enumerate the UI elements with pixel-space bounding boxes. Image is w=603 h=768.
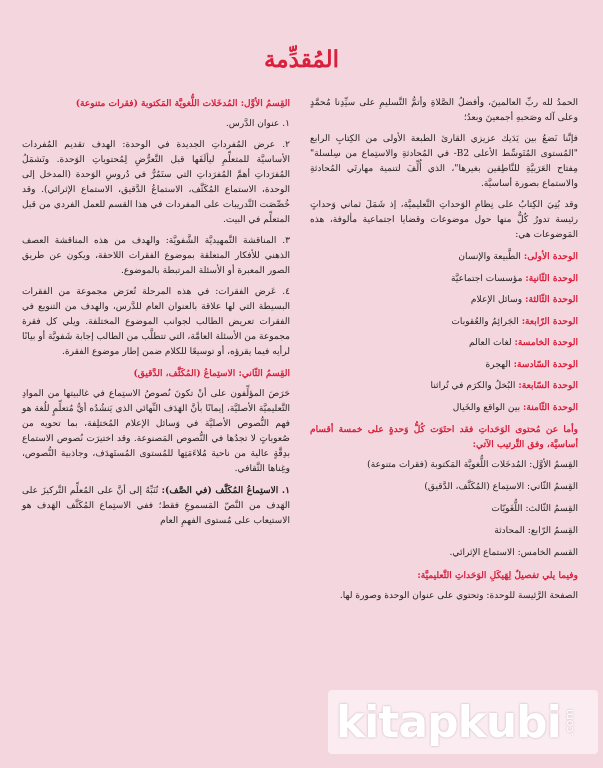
- unit-label: الوحدة الخامسة:: [514, 337, 578, 348]
- list-item: [310, 249, 578, 265]
- unit-label: الوحدة الرّابعة:: [521, 315, 578, 327]
- watermark-text: kitapkubi: [336, 696, 561, 748]
- unit-text: بين الواقع والخَيال: [452, 402, 521, 413]
- page-title: المُقدِّمة: [263, 46, 340, 73]
- list-item: القسم الخامس: الاستماع الإثرائي.: [449, 547, 578, 558]
- unit-label: الوحدة السّادسة:: [513, 358, 578, 370]
- unit-label: الوحدة الثّالثة:: [525, 294, 578, 305]
- unit-text: مؤسسات اجتماعيَّة: [450, 273, 523, 284]
- intro-paragraph-3: وقد بُنِيَ الكِتابُ على نِظامِ الوَحداتِ التَّعليميَّة، إذ شَمَلَ ثماني وَحداتٍ رئيسة تدورُ كُلٌّ منها حول موضوعات وقضايا اجتماعية مألوفة، هذه المَوضوعات هي:: [310, 200, 578, 240]
- structure-text: الصفحة الرَّئيسة للوحدة: وتحتوي على عنوان الوحدة وصورة لها.: [339, 590, 578, 601]
- unit-label: الوحدة الأولى:: [523, 251, 578, 262]
- unit-label: الوحدة الثّانية:: [525, 272, 578, 284]
- unit-text: الطَّبيعة والإنسان: [458, 252, 521, 262]
- numbered-item: ٣. المناقشة التَّمهيديَّة الشَّفويَّة: والهدف من هذه المناقشة العصف الذهني للأفكار المتعلقة بموضوع الفقرات اللاحقة، ويكون عن طريق الصور المعبرة أو الأسئلة المرتبطة بالموضوع.: [22, 236, 290, 276]
- units-list: [310, 249, 578, 416]
- listening-paragraph: حَرَصَ المؤلِّفون على أنْ تكونَ نُصوصُ الاستِماع في غالبيتها من الموادِ التَّعليميَّة الأصليَّة، إيمانًا بأنَّ الهَدَف النِّهائي الذي يَنشُدُه أيُّ مُتعلِّمٍ للُغة هو فهم النُّصوص الأصليَّة في وَسائل الإعلام المُختلِفة، بما تحويه من صُعوباتٍ لا تجدُها في النُّصوص المَصنوعة. وقد اختيرَت نُصوص الاستماع بدِقَّةٍ عالية من ناحية مُلاءَمَتِها للمُستوى المُستَهدَف، وجاذبية النُّصوص، وغِناها الثَّقافي.: [22, 389, 290, 474]
- intro-paragraph-1: الحمدُ لله ربِّ العالمينَ، وأفضلُ الصَّلاةِ وأتمُّ التَّسليمِ على سيِّدِنا مُحمَّدٍ وعلى آله وصَحبهِ أجمعينَ وبعدُ؛: [310, 98, 578, 123]
- section-1-heading: القِسمُ الأوَّل: المُدخَلات اللُّغويَّة المَكتوبة (فقرات متنوعة): [75, 98, 290, 109]
- list-item: [310, 271, 578, 287]
- list-item: [310, 378, 578, 394]
- content-heading: وأما عن مُحتوى الوَحَداتِ فقد احتَوَت كُلُّ وَحدةٍ على خمسة أقسام أساسيَّة، وفق التَّرتيب الآتي:: [310, 423, 578, 450]
- unit-label: الوحدة الثّامنة:: [523, 401, 578, 413]
- section-2-heading: القِسمُ الثّاني: الاستِماعُ (المُكَثَّف، الدَّقيق): [133, 368, 290, 379]
- intro-paragraph-2: فإنَّنا نَضعُ بين يَدَيك عزيزي القارئ الطبعة الأولى من الكِتابِ الرابع "المُستوى المُتَوسِّط الأعلى B2- في المُحادثةِ والاستِماع من سِلسلة" مِفتاح العَرَبيَّةِ للنَّاطِقين بغيرها"، الذي أُلِّفَ لتنمية مهارتَي المُحادثةِ والاستماع بصورة أساسيَّة.: [310, 134, 578, 189]
- list-item: [310, 400, 578, 416]
- right-column: [310, 96, 578, 610]
- watermark-logo: [328, 690, 598, 754]
- numbered-item: ١. عنوان الدَّرس.: [225, 119, 290, 129]
- watermark-suffix: .com: [562, 708, 576, 736]
- list-item: القِسمُ الرّابع: المحادثة: [494, 525, 578, 536]
- structure-heading: وفيما يلي تفصيلٌ لِهَيكَلِ الوَحَداتِ التَّعليميَّة:: [417, 569, 578, 581]
- sections-list: [310, 458, 578, 561]
- list-item: [310, 357, 578, 373]
- list-item: القِسمُ الثّالث: اللُّغَويّات: [491, 503, 578, 514]
- numbered-item: [22, 483, 290, 529]
- left-column: [22, 96, 290, 535]
- list-item: [310, 335, 578, 351]
- numbered-item: ٤. عَرض الفقرات: في هذه المرحلة تُعرَض مجموعة من الفقرات البسيطة التي لها علاقة بالعنوان العام للدَّرس، والهدف من التنويع في الفقرات تعريض الطالب لجوانب الموضوع المختلفة. ويلي كل فقرة مجموعة من الأسئلة العامَّة، التي تتطلَّب من الطالب إجابة شَفويَّة أو بيانًا لرأيه فيما يقرؤه، أو توسيعًا للكلام ضمن إطار موضوع الفقرة.: [22, 287, 290, 357]
- unit-text: البُخلُ والكرَم في تُراثنا: [430, 381, 516, 391]
- unit-text: وسائل الإعلام: [470, 295, 523, 305]
- unit-text: لغات العالم: [468, 338, 512, 348]
- item-text: تُنَبِّهُ إلى أنَّ على المُعلِّم التَّركيزَ على الهَدف من النَّصّ المَسموعِ فقط؛ ففي الاستِماع المُكَثَّف الهَدف هو الاستيعاب على مُستوى الفهمِ العام: [22, 486, 290, 526]
- list-item: القِسمُ الثّاني: الاستِماع (المُكَثَّف، الدَّقيق): [424, 481, 578, 492]
- unit-text: الجَرائِمُ والعُقوبات: [451, 316, 519, 327]
- item-label: ١. الاستِماعُ المُكَثَّف (في الصَّف):: [161, 485, 290, 496]
- list-item: [310, 292, 578, 308]
- unit-text: الهجرة: [485, 359, 511, 370]
- unit-label: الوحدة السّابعة:: [518, 380, 578, 391]
- list-item: القِسمُ الأوَّل: المُدخَلات اللُّغويَّة المَكتوبة (فقرات متنوعة): [367, 459, 578, 470]
- list-item: [310, 314, 578, 330]
- numbered-item: ٢. عرض المُفرداتِ الجديدة في الوحدة: الهدف تقديم المُفردات الأساسيَّة للمتعلِّمِ ليألَفَها قبل التَّعرُّضِ لِمُحتوياتِ الوَحدة. وتَشمَلُ المُفرَداتِ أهمَّ المُفرَداتِ التي ستَمُرُّ في دُروسِ الوَحدة (المدخل إلى الوحدة، الاستماع المُكَثَّف، الاستماعُ الدَّقيق، الاستماع الإثرائي). وقد خُصِّصَت التَّدريبات على المفردات في هذا القسم للعمل الفردي من قبل المتعلِّم في البيت.: [22, 140, 290, 225]
